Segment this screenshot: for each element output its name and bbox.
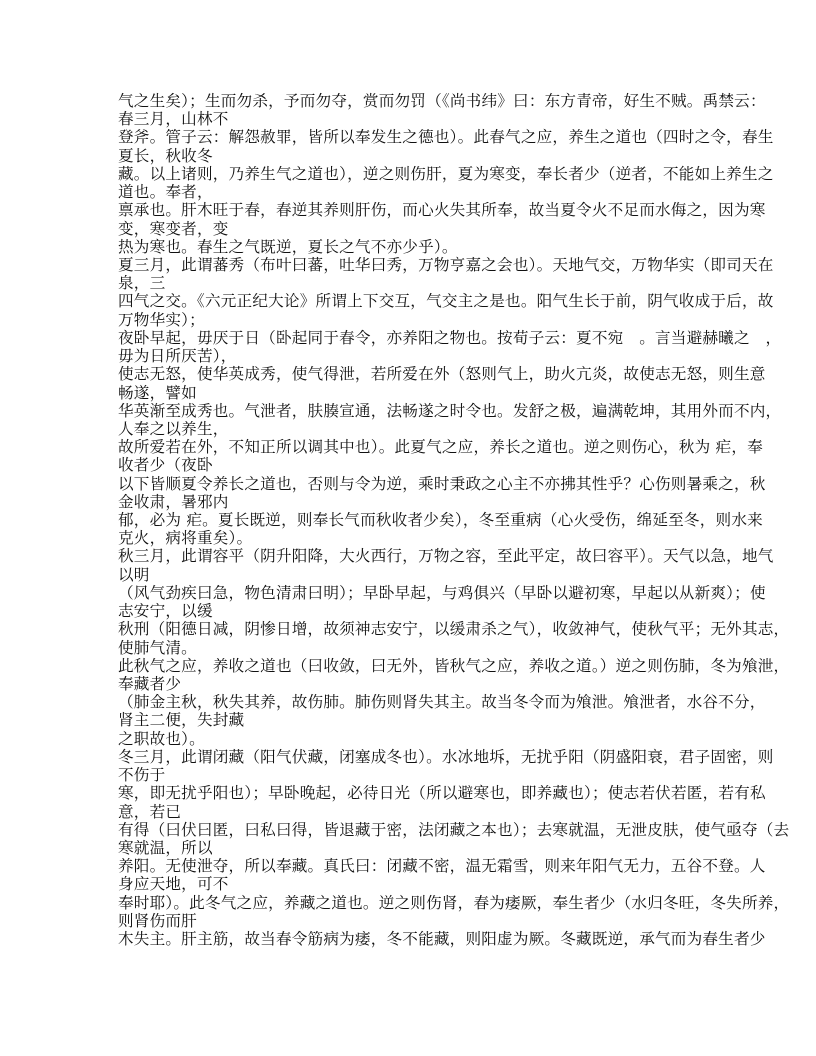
- text-line: 畅遂，譬如: [118, 383, 197, 402]
- text-line: （风气劲疾曰急，物色清肃曰明）；早卧早起，与鸡俱兴（早卧以避初寒，早起以从新爽）；使: [118, 583, 766, 602]
- text-line: 秋三月，此谓容平（阴升阳降，大火西行，万物之容，至此平定，故曰容平）。天气以急，地气: [118, 547, 774, 566]
- text-line: 夏长，秋收冬: [118, 146, 213, 165]
- text-line: 春三月，山林不: [118, 110, 229, 129]
- text-line: 则肾伤而肝: [118, 911, 197, 930]
- text-line: 肾主二便，失封藏: [118, 711, 245, 730]
- text-line: 寒，即无扰乎阳也）；早卧晚起，必待日光（所以避寒也，即养藏也）；使志若伏若匿，若有私: [118, 784, 766, 803]
- text-line: 此秋气之应，养收之道也（曰收敛，曰无外，皆秋气之应，养收之道。）逆之则伤肺，冬为飧泄，: [118, 656, 790, 675]
- document-page: [118, 92, 790, 949]
- text-line: 禀承也。肝木旺于春，春逆其养则肝伤，而心火失其所奉，故当夏令火不足而水侮之，因为寒: [118, 201, 766, 220]
- text-line: 夜卧早起，毋厌于日（卧起同于春令，亦养阳之物也。按荀子云：夏不宛 。言当避赫曦之 ，: [118, 328, 782, 347]
- text-line: 寒就温，所以: [118, 838, 213, 857]
- text-line: 藏。以上诸则，乃养生气之道也），逆之则伤肝，夏为寒变，奉长者少（逆者，不能如上养生之: [118, 164, 774, 183]
- text-line: 奉藏者少: [118, 675, 182, 693]
- text-line: 四气之交。《六元正纪大论》所谓上下交互，气交主之是也。阳气生长于前，阴气收成于后，故: [118, 292, 774, 311]
- text-line: 身应天地，可不: [118, 875, 229, 894]
- text-line: 万物华实）；: [118, 310, 205, 329]
- text-line: 金收肃，暑邪内: [118, 492, 229, 511]
- text-line: 道也。奉者，: [118, 183, 213, 202]
- text-line: 木失主。肝主筋，故当春令筋病为痿，冬不能藏，则阳虚为厥。冬藏既逆，承气而为春生者少: [118, 930, 766, 949]
- text-line: 之职故也）。: [118, 729, 205, 748]
- text-line: 意，若已: [118, 802, 182, 821]
- text-line: 夏三月，此谓蕃秀（布叶曰蕃，吐华曰秀，万物亨嘉之会也）。天地气交，万物华实（即司天在: [118, 255, 774, 274]
- text-line: 以下皆顺夏令养长之道也，否则与令为逆，乘时秉政之心主不亦拂其性乎？心伤则暑乘之，秋: [118, 474, 766, 493]
- text-line: 变，寒变者，变: [118, 219, 229, 238]
- text-line: 志安宁，以缓: [118, 602, 213, 621]
- text-line: 克火，病将重矣）。: [118, 529, 253, 548]
- text-line: 毋为日所厌苦），: [118, 347, 237, 366]
- text-line: 有得（曰伏曰匿，曰私曰得，皆退藏于密，法闭藏之本也）；去寒就温，无泄皮肤，使气亟夺（去: [118, 820, 790, 839]
- text-line: 人奉之以养生，: [118, 419, 229, 438]
- text-line: 不伤于: [118, 766, 166, 785]
- text-line: 华英渐至成秀也。气泄者，肤腠宣通，法畅遂之时令也。发舒之极，遍满乾坤，其用外而不内，: [118, 401, 782, 420]
- text-line: 泉，三: [118, 274, 166, 293]
- text-line: 热为寒也。春生之气既逆，夏长之气不亦少乎）。: [118, 237, 458, 256]
- text-line: 故所爱若在外，不知正所以调其中也）。此夏气之应，养长之道也。逆之则伤心，秋为 疟，奉: [118, 438, 763, 457]
- text-line: 收者少（夜卧: [118, 456, 213, 475]
- text-line: 气之生矣）；生而勿杀，予而勿夺，赏而勿罚（《尚书纬》曰：东方青帝，好生不贼。禹禁云：: [118, 92, 766, 110]
- text-line: 秋刑（阳德日减，阴惨日增，故须神志安宁，以缓肃杀之气），收敛神气，使秋气平；无外其志，: [118, 620, 790, 639]
- text-line: 养阳。无使泄夺，所以奉藏。真氏曰：闭藏不密，温无霜雪，则来年阳气无力，五谷不登。人: [118, 857, 766, 876]
- text-line: （肺金主秋，秋失其养，故伤肺。肺伤则肾失其主。故当冬令而为飧泄。飧泄者，水谷不分，: [118, 693, 766, 712]
- text-line: 冬三月，此谓闭藏（阳气伏藏，闭塞成冬也）。水冰地坼，无扰乎阳（阴盛阳衰，君子固密，则: [118, 747, 774, 766]
- text-line: 使志无怒，使华英成秀，使气得泄，若所爱在外（怒则气上，助火亢炎，故使志无怒，则生意: [118, 365, 766, 384]
- text-line: 使肺气清。: [118, 638, 197, 657]
- text-line: 以明: [118, 565, 150, 584]
- text-line: 郁，必为 疟。夏长既逆，则奉长气而秋收者少矣），冬至重病（心火受伤，绵延至冬，则水来: [118, 511, 763, 530]
- text-line: 登斧。管子云：解怨赦罪，皆所以奉发生之德也）。此春气之应，养生之道也（四时之令，春生: [118, 128, 774, 147]
- text-line: 奉时耶）。此冬气之应，养藏之道也。逆之则伤肾，春为痿厥，奉生者少（水归冬旺，冬失所养，: [118, 893, 790, 912]
